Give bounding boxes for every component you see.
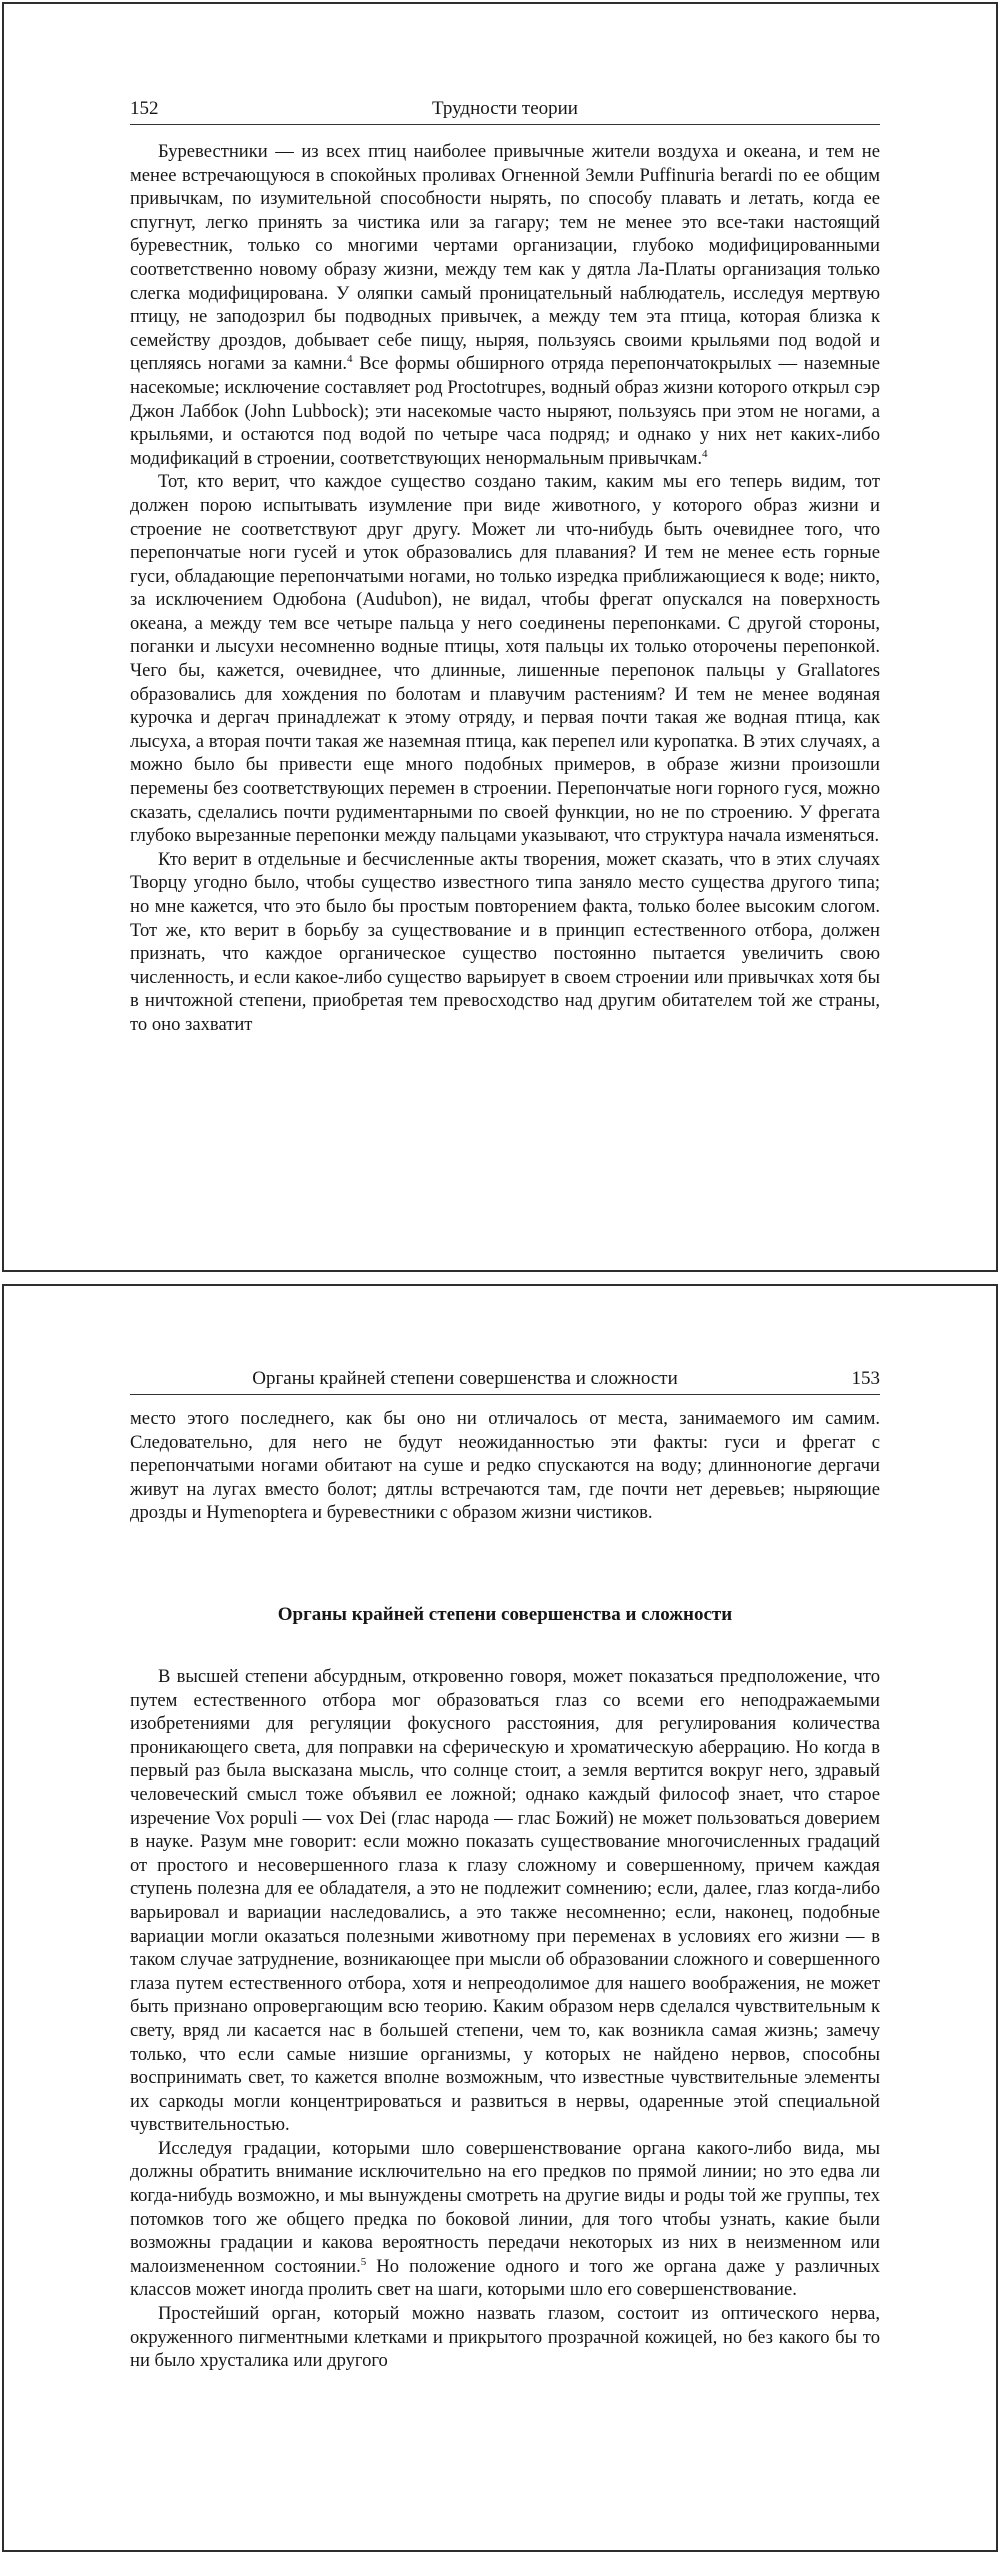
running-title: Органы крайней степени совершенства и сложности: [252, 1368, 678, 1389]
footnote-marker: 4: [702, 447, 708, 460]
book-page-153: [2, 1284, 998, 2552]
page-number: 152: [130, 98, 159, 119]
paragraph-text: Буревестники — из всех птиц наиболее привычные жители воздуха и океана, и тем не менее встречающуюся в спокойных проливах Огненной Земли Puffinuria berardi по ее общим привычкам, по изумительной способности нырять, по способу плавать и летать, когда ее спугнут, легко принять за чистика или за гагару; тем не менее это все-таки настоящий буревестник, только со многими чертами организации, глубоко модифицированными соответственно новому образу жизни, между тем как у дятла Ла-Платы организация только слегка модифицирована. У оляпки самый проницательный наблюдатель, исследуя мертвую птицу, не заподозрил бы подводных привычек, а между тем эта птица, которая близка к семейству дроздов, добывает себе пищу, ныряя, пользуясь своими крыльями под водой и цепляясь ногами за камни.: [130, 141, 880, 375]
page-separator: [0, 1272, 1002, 1284]
running-head: [130, 1364, 880, 1395]
paragraph: Простейший орган, который можно назвать глазом, состоит из оптического нерва, окруженного пигментными клетками и прикрытого прозрачной кожицей, но без какого бы то ни было хрусталика или другого: [130, 2303, 880, 2372]
paragraph: [130, 2137, 880, 2302]
paragraph: В высшей степени абсурдным, откровенно говоря, может показаться предположение, что путем естественного отбора мог образоваться глаз со всеми его неподражаемыми изобретениями для регуляции фокусного расстояния, для регулирования количества проникающего света, для поправки на сферическую и хроматическую аберрацию. Но когда в первый раз была высказана мысль, что солнце стоит, а земля вертится вокруг него, здравый человеческий смысл тоже объявил ее ложной; однако каждый философ знает, что старое изречение Vox populi — vox Dei (глас народа — глас Божий) не может пользоваться доверием в науке. Разум мне говорит: если можно показать существование многочисленных градаций от простого и несовершенного глаза к глазу сложному и совершенному, причем каждая ступень полезна для ее обладателя, а это не подлежит сомнению; если, далее, глаз когда-либо варьировал и вариации наследовались, а это также несомненно; если, наконец, подобные вариации могли оказаться полезными животному при переменах в условиях его жизни — в таком случае затруднение, возникающее при мысли об образовании сложного и совершенного глаза путем естественного отбора, хотя и непреодолимое для нашего воображения, не может быть признано опровергающим всю теорию. Каким образом нерв сделался чувствительным к свету, вряд ли касается нас в большей степени, чем то, как возникла самая жизнь; замечу только, что если самые низшие организмы, у которых не найдено нервов, способны воспринимать свет, то кажется вполне возможным, что известные чувствительные элементы их саркоды могли концентрироваться и развиться в нервы, одаренные этой специальной чувствительностью.: [130, 1666, 880, 2136]
paragraph: Кто верит в отдельные и бесчисленные акты творения, может сказать, что в этих случаях Творцу угодно было, чтобы существо известного типа заняло место существа другого типа; но мне кажется, что это было бы простым повторением факта, только более высоким слогом. Тот же, кто верит в борьбу за существование и в принцип естественного отбора, должен признать, что каждое органическое существо постоянно пытается увеличить свою численность, и если какое-либо существо варьирует в своем строении или привычках хотя бы в ничтожной степени, приобретая тем превосходство над другим обитателем той же страны, то оно захватит: [130, 848, 880, 1035]
running-title: Трудности теории: [432, 98, 578, 119]
body-text: [130, 1665, 880, 2373]
footnote-marker: 4: [347, 353, 353, 366]
paragraph: [130, 140, 880, 470]
section-heading: Органы крайней степени совершенства и сложности: [277, 1604, 733, 1625]
book-page-152: [2, 2, 998, 1272]
paragraph-text: Все формы обширного отряда перепончатокрылых — наземные насекомые; исключение составляет род Proctotrupes, водный образ жизни которого открыл сэр Джон Лаббок (John Lubbock); эти насекомые часто ныряют, пользуясь при этом не ногами, а крыльями, и остаются под водой по четыре часа подряд; и однако у них нет каких-либо модификаций в строении, соответствующих ненормальным привычкам.: [130, 353, 880, 469]
continued-text: [130, 1407, 880, 1525]
paragraph-text: Исследуя градации, которыми шло совершенствование органа какого-либо вида, мы должны обратить внимание исключительно на его предков по прямой линии; но это едва ли когда-нибудь возможно, и мы вынуждены смотреть на другие виды и роды той же группы, тех потомков того же общего предка по боковой линии, для того чтобы узнать, какие были возможны градации и какова вероятность передачи некоторых из них в неизменном или малоизмененном состоянии.: [130, 2137, 880, 2277]
running-head: [130, 94, 880, 125]
paragraph-text: Но положение одного и того же органа даже у различных классов может иногда пролить свет на шаги, которыми шло его совершенствование.: [130, 2255, 880, 2301]
paragraph: Тот, кто верит, что каждое существо создано таким, каким мы его теперь видим, тот должен порою испытывать изумление при виде животного, у которого образ жизни и строение не соответствуют друг другу. Может ли что-нибудь быть очевиднее того, что перепончатые ноги гусей и уток образовались для плавания? И тем не менее есть горные гуси, обладающие перепончатыми ногами, но только изредка приближающиеся к воде; никто, за исключением Одюбона (Audubon), не видал, чтобы фрегат опускался на поверхность океана, а между тем все четыре пальца у него соединены перепонками. С другой стороны, поганки и лысухи несомненно водные птицы, хотя пальцы их только оторочены перепонкой. Чего бы, кажется, очевиднее, что длинные, лишенные перепонок пальцы у Grallatores образовались для хождения по болотам и плавучим растениям? И тем не менее водяная курочка и дергач принадлежат к этому отряду, и первая почти такая же водная птица, как лысуха, а вторая почти такая же наземная птица, как перепел или куропатка. В этих случаях, а можно было бы привести еще много подобных примеров, в образе жизни произошли перемены без соответствующих перемен в строении. Перепончатые ноги горного гуся, можно сказать, сделались почти рудиментарными по своей функции, но не по строению. У фрегата глубоко вырезанные перепонки между пальцами указывают, что структура начала изменяться.: [130, 471, 880, 847]
footnote-marker: 5: [360, 2255, 367, 2268]
body-text: [130, 140, 880, 1037]
page-number: 153: [851, 1368, 880, 1389]
paragraph: место этого последнего, как бы оно ни отличалось от места, занимаемого им самим. Следовательно, для него не будут неожиданностью эти факты: гуси и фрегат с перепончатыми ногами обитают на суше и редко спускаются на воду; длинноногие дергачи живут на лугах вместо болот; дятлы встречаются там, где почти нет деревьев; ныряющие дрозды и Hymenoptera и буревестники с образом жизни чистиков.: [130, 1408, 880, 1524]
